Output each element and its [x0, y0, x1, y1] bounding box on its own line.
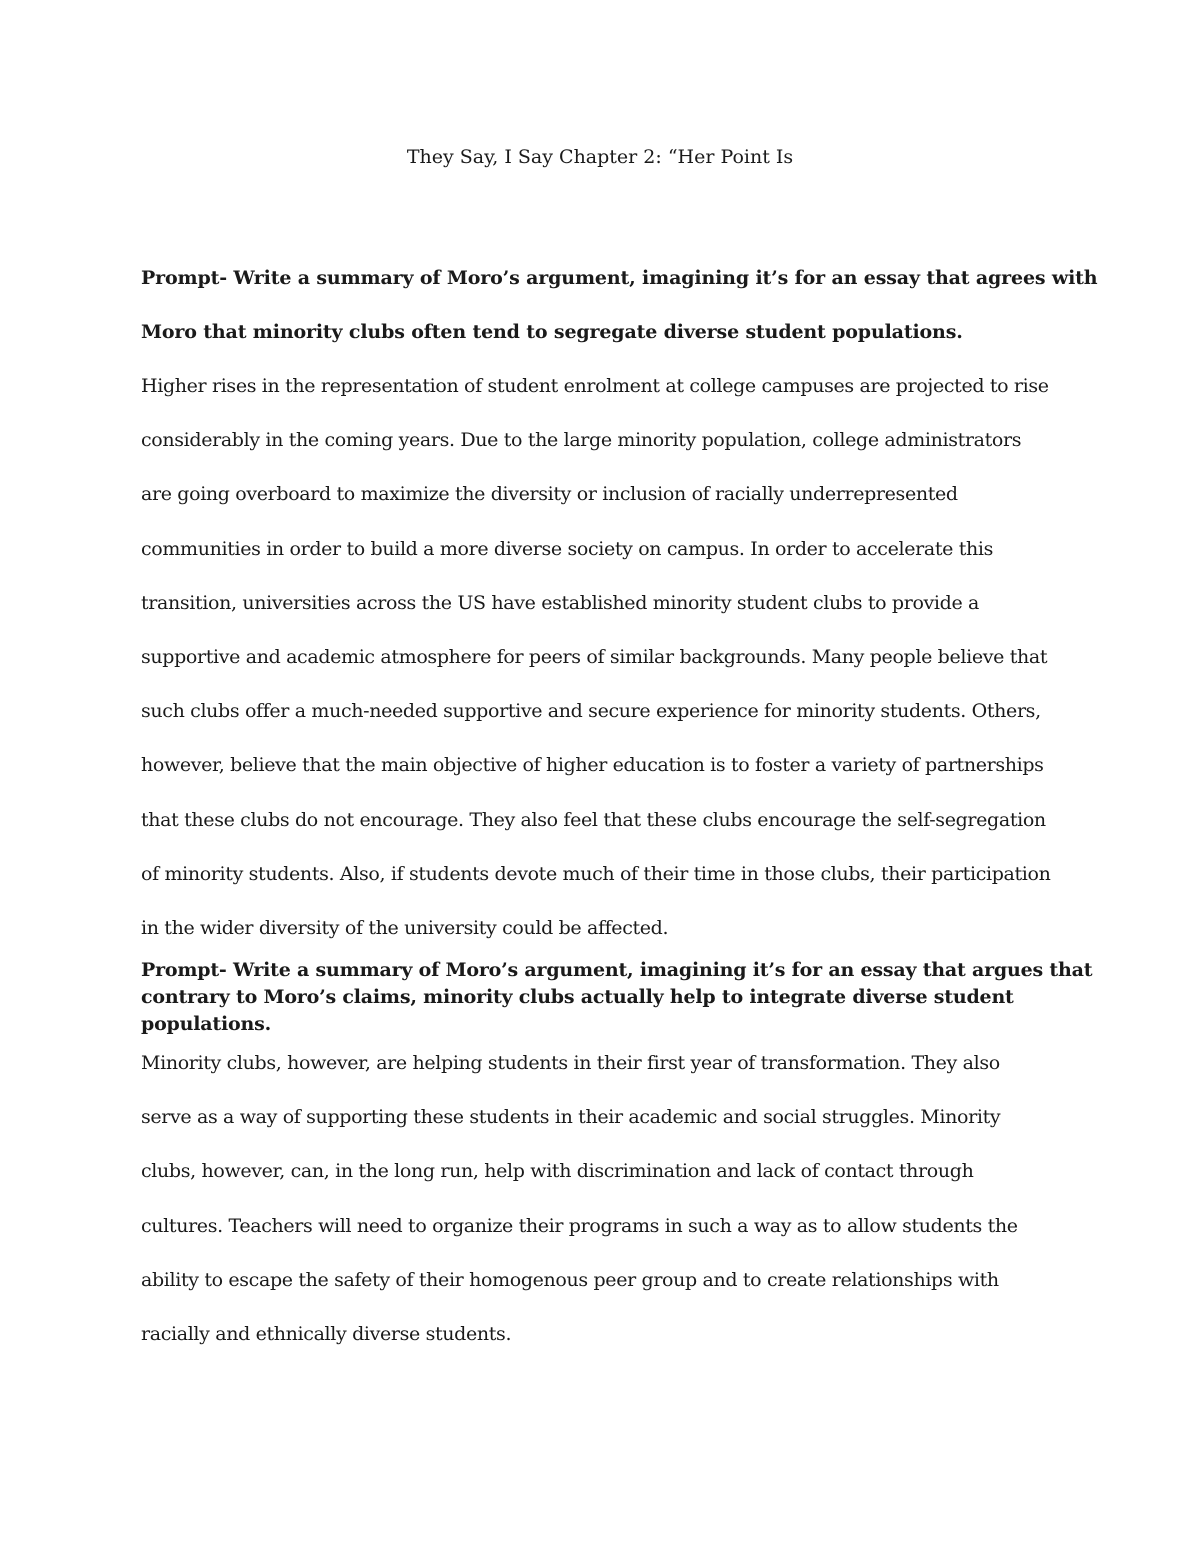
summary-1-line: are going overboard to maximize the diversity or inclusion of racially underrepresented	[141, 483, 958, 506]
summary-2-line: clubs, however, can, in the long run, help with discrimination and lack of contact through	[141, 1160, 974, 1183]
summary-1-line: in the wider diversity of the university could be affected.	[141, 917, 669, 940]
prompt-2	[141, 957, 1093, 1038]
summary-1-paragraph	[141, 359, 1071, 955]
summary-2-line: cultures. Teachers will need to organize their programs in such a way as to allow students the	[141, 1214, 1018, 1237]
document-title: They Say, I Say Chapter 2: “Her Point Is	[406, 146, 794, 168]
summary-1-line: such clubs offer a much-needed supportive and secure experience for minority students. Others,	[141, 700, 1041, 723]
summary-1-line: transition, universities across the US have established minority student clubs to provide a	[141, 591, 980, 614]
prompt-2-line: populations.	[141, 1013, 271, 1035]
summary-1-line: supportive and academic atmosphere for peers of similar backgrounds. Many people believe that	[141, 646, 1048, 669]
summary-2-line: ability to escape the safety of their homogenous peer group and to create relationships with	[141, 1268, 999, 1291]
prompt-1	[141, 251, 1098, 359]
summary-1-line: that these clubs do not encourage. They also feel that these clubs encourage the self-segregation	[141, 808, 1046, 831]
summary-1-line: considerably in the coming years. Due to the large minority population, college administrators	[141, 429, 1022, 452]
prompt-1-line: Moro that minority clubs often tend to segregate diverse student populations.	[141, 321, 963, 343]
summary-2-paragraph	[141, 1036, 1071, 1361]
summary-1-line: communities in order to build a more diverse society on campus. In order to accelerate this	[141, 537, 993, 560]
summary-2-line: Minority clubs, however, are helping students in their first year of transformation. They also	[141, 1052, 1000, 1074]
summary-1-line: however, believe that the main objective of higher education is to foster a variety of partnerships	[141, 754, 1044, 777]
summary-2-line: serve as a way of supporting these students in their academic and social struggles. Minority	[141, 1106, 1001, 1129]
prompt-2-line: contrary to Moro’s claims, minority clubs actually help to integrate diverse student	[141, 986, 1014, 1008]
summary-1-line: of minority students. Also, if students devote much of their time in those clubs, their participation	[141, 862, 1051, 885]
prompt-2-line: Prompt- Write a summary of Moro’s argument, imagining it’s for an essay that argues that	[141, 959, 1093, 981]
summary-1-line: Higher rises in the representation of student enrolment at college campuses are projected to rise	[141, 375, 1049, 397]
summary-2-line: racially and ethnically diverse students.	[141, 1323, 512, 1346]
prompt-1-line: Prompt- Write a summary of Moro’s argument, imagining it’s for an essay that agrees with	[141, 267, 1098, 289]
